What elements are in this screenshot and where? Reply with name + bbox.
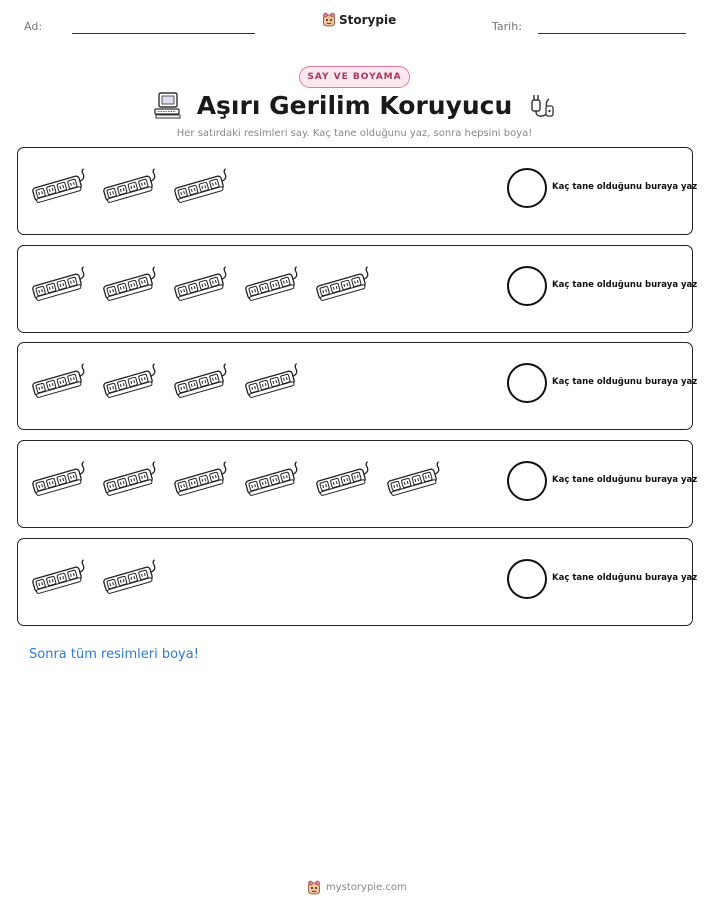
power-strip-icon [30,459,90,503]
power-strip-icon [101,166,161,210]
strip-group [30,166,232,210]
date-label: Tarih: [492,20,522,33]
answer-circle[interactable] [507,266,547,306]
counting-row [17,440,698,528]
power-strip-icon [101,361,161,405]
power-strip-icon [30,166,90,210]
answer-circle[interactable] [507,461,547,501]
power-strip-icon [243,264,303,308]
answer-prompt: Kaç tane olduğunu buraya yaz [552,475,698,485]
activity-badge: SAY VE BOYAMA [299,66,410,88]
strip-group [30,557,161,601]
brand-name: Storypie [339,12,397,27]
answer-circle[interactable] [507,168,547,208]
counting-row [17,147,698,235]
name-label: Ad: [24,20,43,33]
power-strip-icon [314,264,374,308]
answer-prompt: Kaç tane olduğunu buraya yaz [552,280,698,290]
counting-row [17,245,698,333]
counting-row [17,342,698,430]
power-strip-icon [172,361,232,405]
answer-circle[interactable] [507,363,547,403]
instructions: Her satırdaki resimleri say. Kaç tane olduğunu yaz, sonra hepsini boya! [176,128,533,139]
strip-group [30,264,374,308]
power-strip-icon [101,264,161,308]
title-block [0,90,709,120]
computer-icon [153,90,183,120]
footer-brand [307,880,407,895]
power-strip-icon [101,557,161,601]
power-strip-icon [243,361,303,405]
power-strip-icon [30,557,90,601]
counting-row [17,538,698,626]
answer-prompt: Kaç tane olduğunu buraya yaz [552,573,698,583]
power-strip-icon [243,459,303,503]
brand [322,12,396,27]
footer-url: mystorypie.com [326,882,407,893]
power-strip-icon [30,361,90,405]
date-line[interactable] [538,33,686,34]
name-line[interactable] [72,33,255,34]
coloring-note: Sonra tüm resimleri boya! [29,647,199,662]
answer-prompt: Kaç tane olduğunu buraya yaz [552,182,698,192]
power-strip-icon [172,264,232,308]
storypie-logo-icon [322,12,336,27]
power-strip-icon [30,264,90,308]
strip-group [30,361,303,405]
power-plug-icon [526,90,556,120]
answer-prompt: Kaç tane olduğunu buraya yaz [552,377,698,387]
answer-circle[interactable] [507,559,547,599]
power-strip-icon [101,459,161,503]
storypie-logo-icon [307,880,321,895]
power-strip-icon [172,459,232,503]
power-strip-icon [314,459,374,503]
strip-group [30,459,445,503]
page-title: Aşırı Gerilim Koruyucu [196,90,513,120]
power-strip-icon [172,166,232,210]
power-strip-icon [385,459,445,503]
